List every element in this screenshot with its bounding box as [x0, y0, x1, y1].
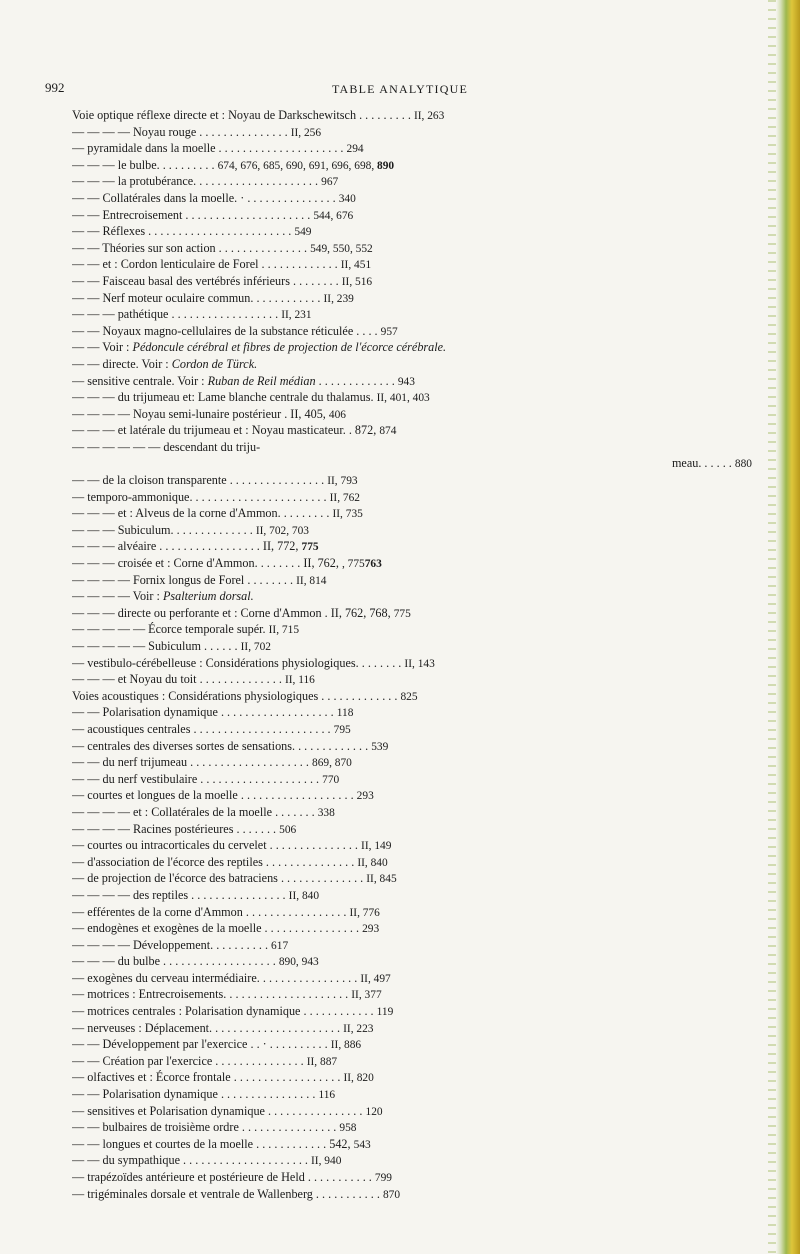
index-entry: [72, 621, 752, 638]
index-entry: [72, 190, 752, 207]
entry-page-ref: 890, 943: [278, 956, 319, 969]
entry-page-ref: II, 814: [296, 574, 327, 587]
entry-text: — — et : Cordon lenticulaire de Forel . . . . . . . . . . . . .: [72, 257, 338, 272]
index-entry: [72, 754, 752, 771]
entry-text: — sensitives et Polarisation dynamique . . . . . . . . . . . . . . . .: [72, 1103, 363, 1118]
entry-page-ref: 293: [362, 923, 380, 936]
entry-text: — d'association de l'écorce des reptiles . . . . . . . . . . . . . . .: [72, 854, 355, 869]
page-number: 992: [45, 80, 65, 95]
index-entry: [72, 655, 752, 672]
entry-page-ref: 825: [400, 690, 418, 703]
entry-text: Voies acoustiques : Considérations physiologiques . . . . . . . . . . . . .: [72, 688, 398, 703]
entry-page-ref: 119: [376, 1006, 394, 1019]
index-entry: [72, 937, 752, 954]
index-entry: [72, 1003, 752, 1020]
index-entry: [72, 970, 752, 987]
index-entry: [72, 688, 752, 705]
entry-text: — courtes et longues de la moelle . . . . . . . . . . . . . . . . . . .: [72, 788, 354, 803]
index-entry: [72, 804, 752, 821]
index-entry: [72, 107, 752, 124]
entry-page-ref: 549: [294, 226, 312, 239]
entry-page-ref: 406: [328, 408, 346, 421]
entry-page-ref: 770: [322, 773, 340, 786]
entry-page-ref-bold: 890: [377, 159, 395, 172]
entry-text: — — — du bulbe . . . . . . . . . . . . . . . . . . .: [72, 954, 276, 969]
page-edge-speckle: [768, 0, 776, 1254]
entry-text: — — — — Noyau semi-lunaire postérieur . II, 405,: [72, 406, 326, 421]
entry-page-ref: II, 845: [366, 873, 397, 886]
entry-page-ref: 874: [379, 425, 397, 438]
entry-text: — — longues et courtes de la moelle . . . . . . . . . . . . 542,: [72, 1136, 351, 1151]
entry-page-ref: II, 377: [351, 989, 382, 1002]
index-entry: [72, 207, 752, 224]
index-entry: [72, 290, 752, 307]
entry-text: — — — — des reptiles . . . . . . . . . . . . . . . .: [72, 887, 286, 902]
index-entry: [72, 1152, 752, 1169]
index-entry: [72, 256, 752, 273]
index-entry: [72, 572, 752, 589]
entry-text: — trigéminales dorsale et ventrale de Wallenberg . . . . . . . . . . .: [72, 1186, 380, 1201]
entry-text: — — — — — Subiculum . . . . . .: [72, 639, 238, 653]
entry-text: — — du sympathique . . . . . . . . . . . . . . . . . . . . .: [72, 1153, 308, 1168]
index-entry: [72, 389, 752, 406]
entry-page-ref: II, 263: [413, 110, 445, 122]
entry-page-ref-bold: 763: [364, 558, 382, 571]
index-entry: [72, 870, 752, 887]
entry-page-ref: 958: [339, 1122, 357, 1135]
entry-text: — — Voir :: [72, 340, 133, 355]
index-entry: [72, 240, 752, 257]
entry-page-ref: II, 762: [329, 491, 360, 504]
index-entry: [72, 787, 752, 804]
index-entry: [72, 1136, 752, 1153]
entry-text: — — bulbaires de troisième ordre . . . . . . . . . . . . . . . .: [72, 1120, 337, 1135]
entry-text: — — — Subiculum. . . . . . . . . . . . . .: [72, 522, 253, 537]
entry-page-ref: 340: [338, 192, 356, 205]
index-entry: [72, 953, 752, 970]
index-entry: [72, 1036, 752, 1053]
entry-page-ref: 957: [380, 325, 398, 338]
index-entry: [72, 356, 752, 373]
entry-page-ref: 880: [734, 458, 752, 471]
index-entry: [72, 1103, 752, 1120]
index-entries: [72, 107, 752, 1202]
entry-text: — — — pathétique . . . . . . . . . . . . . . . . . .: [72, 307, 279, 322]
entry-text: — — — le bulbe. . . . . . . . . .: [72, 157, 215, 172]
entry-page-ref: II, 793: [327, 475, 358, 488]
index-entry: [72, 721, 752, 738]
entry-page-ref: II, 735: [332, 508, 363, 521]
entry-text: — — — — Noyau rouge . . . . . . . . . . . . . . .: [72, 124, 288, 139]
entry-page-ref: 116: [318, 1089, 336, 1102]
entry-page-ref: II, 776: [349, 906, 380, 919]
index-entry: [72, 373, 752, 390]
entry-page-ref: II, 715: [268, 624, 300, 637]
index-entry: [72, 837, 752, 854]
entry-page-ref: II, 702, 703: [255, 524, 309, 537]
entry-text: — — Création par l'exercice . . . . . . . . . . . . . . .: [72, 1053, 304, 1068]
index-entry: [72, 422, 752, 439]
entry-page-ref: II, 820: [343, 1072, 374, 1085]
index-entry: [72, 140, 752, 157]
entry-text: — — Théories sur son action . . . . . . . . . . . . . . .: [72, 240, 308, 255]
index-entry: [72, 671, 752, 688]
entry-italic-reference: Psalterium dorsal.: [162, 589, 254, 604]
entry-text: — — — et : Alveus de la corne d'Ammon. . . . . . . . .: [72, 506, 330, 521]
index-entry: [72, 1069, 752, 1086]
entry-text: — de projection de l'écorce des batraciens . . . . . . . . . . . . . .: [72, 871, 364, 886]
index-entry: [72, 439, 752, 456]
entry-page-ref: 506: [279, 823, 297, 836]
entry-text: — pyramidale dans la moelle . . . . . . . . . . . . . . . . . . . . .: [72, 141, 344, 156]
entry-page-ref: II, 116: [284, 674, 315, 687]
entry-text: — vestibulo-cérébelleuse : Considérations physiologiques. . . . . . . .: [72, 655, 402, 670]
entry-page-ref: 118: [336, 707, 354, 720]
index-entry: [72, 522, 752, 539]
entry-page-ref: 943: [397, 375, 415, 388]
entry-text: — nerveuses : Déplacement. . . . . . . . . . . . . . . . . . . . . .: [72, 1020, 341, 1035]
index-entry: [72, 854, 752, 871]
entry-text: — — Nerf moteur oculaire commun. . . . . . . . . . . .: [72, 290, 321, 305]
entry-text: — — — et latérale du trijumeau et : Noyau masticateur. . 872,: [72, 423, 377, 438]
entry-page-ref: II, 149: [361, 840, 392, 853]
entry-page-ref: II, 940: [311, 1155, 342, 1168]
entry-text: — centrales des diverses sortes de sensations. . . . . . . . . . . . .: [72, 738, 369, 753]
entry-page-ref: 799: [374, 1172, 392, 1184]
entry-page-ref: II, 497: [360, 972, 391, 985]
entry-text: — — directe. Voir :: [72, 356, 172, 371]
entry-page-ref: 543: [353, 1138, 371, 1151]
entry-page-ref: 539: [371, 740, 389, 753]
entry-text: — — — la protubérance. . . . . . . . . . . . . . . . . . . . .: [72, 174, 319, 189]
entry-page-ref: 795: [333, 723, 351, 736]
entry-text: — — Noyaux magno-cellulaires de la substance réticulée . . . .: [72, 323, 378, 338]
entry-page-ref: 870: [382, 1188, 401, 1201]
entry-text: — — de la cloison transparente . . . . . . . . . . . . . . . .: [72, 473, 325, 488]
entry-page-ref: II, 702: [240, 641, 271, 653]
index-entry: [72, 472, 752, 489]
index-entry: [72, 223, 752, 240]
index-entry: [72, 1119, 752, 1136]
entry-italic-reference: Ruban de Reil médian: [207, 373, 316, 388]
entry-text: meau. . . . . .: [671, 456, 732, 471]
index-entry: [72, 738, 752, 755]
entry-page-ref: II, 239: [323, 292, 354, 305]
index-entry: [72, 406, 752, 423]
entry-text: — sensitive centrale. Voir :: [72, 373, 208, 388]
index-entry: [72, 887, 752, 904]
page-edge-bleed: [776, 0, 800, 1254]
entry-page-ref: 869, 870: [312, 757, 352, 770]
entry-page-ref: II, 887: [306, 1055, 338, 1068]
entry-page-ref: II, 143: [404, 657, 435, 670]
index-entry: [72, 455, 752, 472]
index-entry: [72, 1053, 752, 1070]
entry-leader: . . . . . . . . . . . . .: [315, 373, 395, 388]
entry-page-ref: 544, 676: [313, 209, 354, 222]
running-head: TABLE ANALYTIQUE: [331, 82, 469, 96]
entry-text: — — Entrecroisement . . . . . . . . . . . . . . . . . . . . .: [72, 207, 311, 222]
index-entry: [72, 538, 752, 555]
entry-text: — trapézoïdes antérieure et postérieure de Held . . . . . . . . . . .: [72, 1170, 372, 1184]
index-entry: [72, 273, 752, 290]
entry-text: — — — — — — descendant du triju-: [72, 439, 261, 454]
entry-page-ref: II, 223: [343, 1022, 374, 1035]
entry-text: — — Polarisation dynamique . . . . . . . . . . . . . . . . . . .: [72, 705, 334, 720]
entry-text: Voie optique réflexe directe et : Noyau de Darkschewitsch . . . . . . . . .: [72, 108, 411, 122]
entry-text: — — Développement par l'exercice . . · . . . . . . . . . .: [72, 1037, 328, 1052]
index-entry: [72, 306, 752, 323]
index-entry: [72, 489, 752, 506]
index-entry: [72, 173, 752, 190]
entry-page-ref: 617: [271, 939, 289, 952]
entry-page-ref-bold: 775: [301, 541, 319, 554]
index-entry: [72, 555, 752, 572]
entry-page-ref: II, 840: [357, 856, 388, 869]
index-entry: [72, 339, 752, 356]
entry-italic-reference: Cordon de Türck.: [171, 356, 258, 371]
entry-text: — — — — Développement. . . . . . . . . .: [72, 937, 268, 952]
index-entry: [72, 986, 752, 1003]
index-entry: [72, 638, 752, 655]
entry-page-ref: II, 886: [330, 1039, 362, 1052]
entry-text: — — du nerf vestibulaire . . . . . . . . . . . . . . . . . . . .: [72, 771, 320, 786]
entry-page-ref: II, 256: [290, 126, 322, 139]
entry-text: — acoustiques centrales . . . . . . . . . . . . . . . . . . . . . . .: [72, 721, 331, 736]
entry-page-ref: 294: [346, 143, 364, 156]
index-entry: [72, 1020, 752, 1037]
index-entry: [72, 771, 752, 788]
entry-text: — efférentes de la corne d'Ammon . . . . . . . . . . . . . . . . .: [72, 904, 347, 919]
index-entry: [72, 920, 752, 937]
entry-page-ref: 549, 550, 552: [310, 242, 373, 255]
entry-text: — — Polarisation dynamique . . . . . . . . . . . . . . . .: [72, 1087, 316, 1102]
entry-text: — temporo-ammonique. . . . . . . . . . . . . . . . . . . . . . .: [72, 489, 327, 504]
entry-text: — olfactives et : Écorce frontale . . . . . . . . . . . . . . . . . .: [72, 1070, 341, 1085]
index-entry: [72, 323, 752, 340]
entry-text: — — — et Noyau du toit . . . . . . . . . . . . . .: [72, 672, 282, 687]
entry-page-ref: 120: [365, 1105, 383, 1118]
entry-page-ref: II, 231: [281, 309, 312, 322]
entry-page-ref: II, 840: [288, 889, 320, 902]
entry-page-ref: 338: [317, 806, 335, 819]
entry-page-ref: 967: [321, 176, 339, 189]
entry-text: — — — du trijumeau et: Lame blanche centrale du thalamus.: [72, 390, 374, 405]
entry-text: — — Collatérales dans la moelle. · . . . . . . . . . . . . . . .: [72, 190, 336, 205]
entry-page-ref: II, 401, 403: [376, 392, 430, 405]
index-entry: [72, 505, 752, 522]
entry-text: — — — — Racines postérieures . . . . . . .: [72, 821, 277, 836]
entry-text: — — — — Voir :: [72, 589, 163, 604]
entry-text: — motrices : Entrecroisements. . . . . . . . . . . . . . . . . . . . .: [72, 987, 349, 1002]
entry-page-ref: 674, 676, 685, 690, 691, 696, 698,: [217, 159, 378, 172]
entry-text: — — Faisceau basal des vertébrés inférieurs . . . . . . . .: [72, 273, 339, 288]
entry-text: — — — — Fornix longus de Forel . . . . . . . .: [72, 572, 294, 587]
entry-page-ref: II, 516: [341, 275, 373, 288]
entry-page-ref: 775: [393, 607, 411, 620]
entry-text: — — — — — Écorce temporale supér.: [72, 622, 266, 637]
index-entry: [72, 605, 752, 622]
index-entry: [72, 704, 752, 721]
entry-text: — — — directe ou perforante et : Corne d'Ammon . II, 762, 768,: [72, 605, 391, 620]
index-entry: [72, 124, 752, 141]
index-entry: [72, 157, 752, 174]
entry-italic-reference: Pédoncule cérébral et fibres de projection de l'écorce cérébrale.: [132, 340, 447, 355]
index-entry: [72, 1186, 752, 1203]
entry-text: — — — — et : Collatérales de la moelle . . . . . . .: [72, 804, 315, 819]
entry-page-ref: II, 451: [340, 259, 372, 272]
entry-text: — courtes ou intracorticales du cervelet . . . . . . . . . . . . . . .: [72, 838, 358, 853]
entry-text: — — Réflexes . . . . . . . . . . . . . . . . . . . . . . . .: [72, 224, 292, 239]
index-entry: [72, 1086, 752, 1103]
entry-text: — exogènes du cerveau intermédiaire. . . . . . . . . . . . . . . . .: [72, 970, 358, 985]
entry-page-ref: , 775: [341, 558, 365, 571]
index-entry: [72, 1169, 752, 1186]
entry-text: — — — alvéaire . . . . . . . . . . . . . . . . . II, 772,: [72, 539, 299, 554]
entry-text: — motrices centrales : Polarisation dynamique . . . . . . . . . . . .: [72, 1004, 374, 1019]
entry-text: — endogènes et exogènes de la moelle . . . . . . . . . . . . . . . .: [72, 921, 360, 936]
entry-page-ref: 293: [356, 790, 374, 803]
index-entry: [72, 904, 752, 921]
index-entry: [72, 821, 752, 838]
entry-text: — — du nerf trijumeau . . . . . . . . . . . . . . . . . . . .: [72, 755, 309, 770]
entry-text: — — — croisée et : Corne d'Ammon. . . . . . . . II, 762,: [72, 556, 339, 571]
index-entry: [72, 588, 752, 605]
